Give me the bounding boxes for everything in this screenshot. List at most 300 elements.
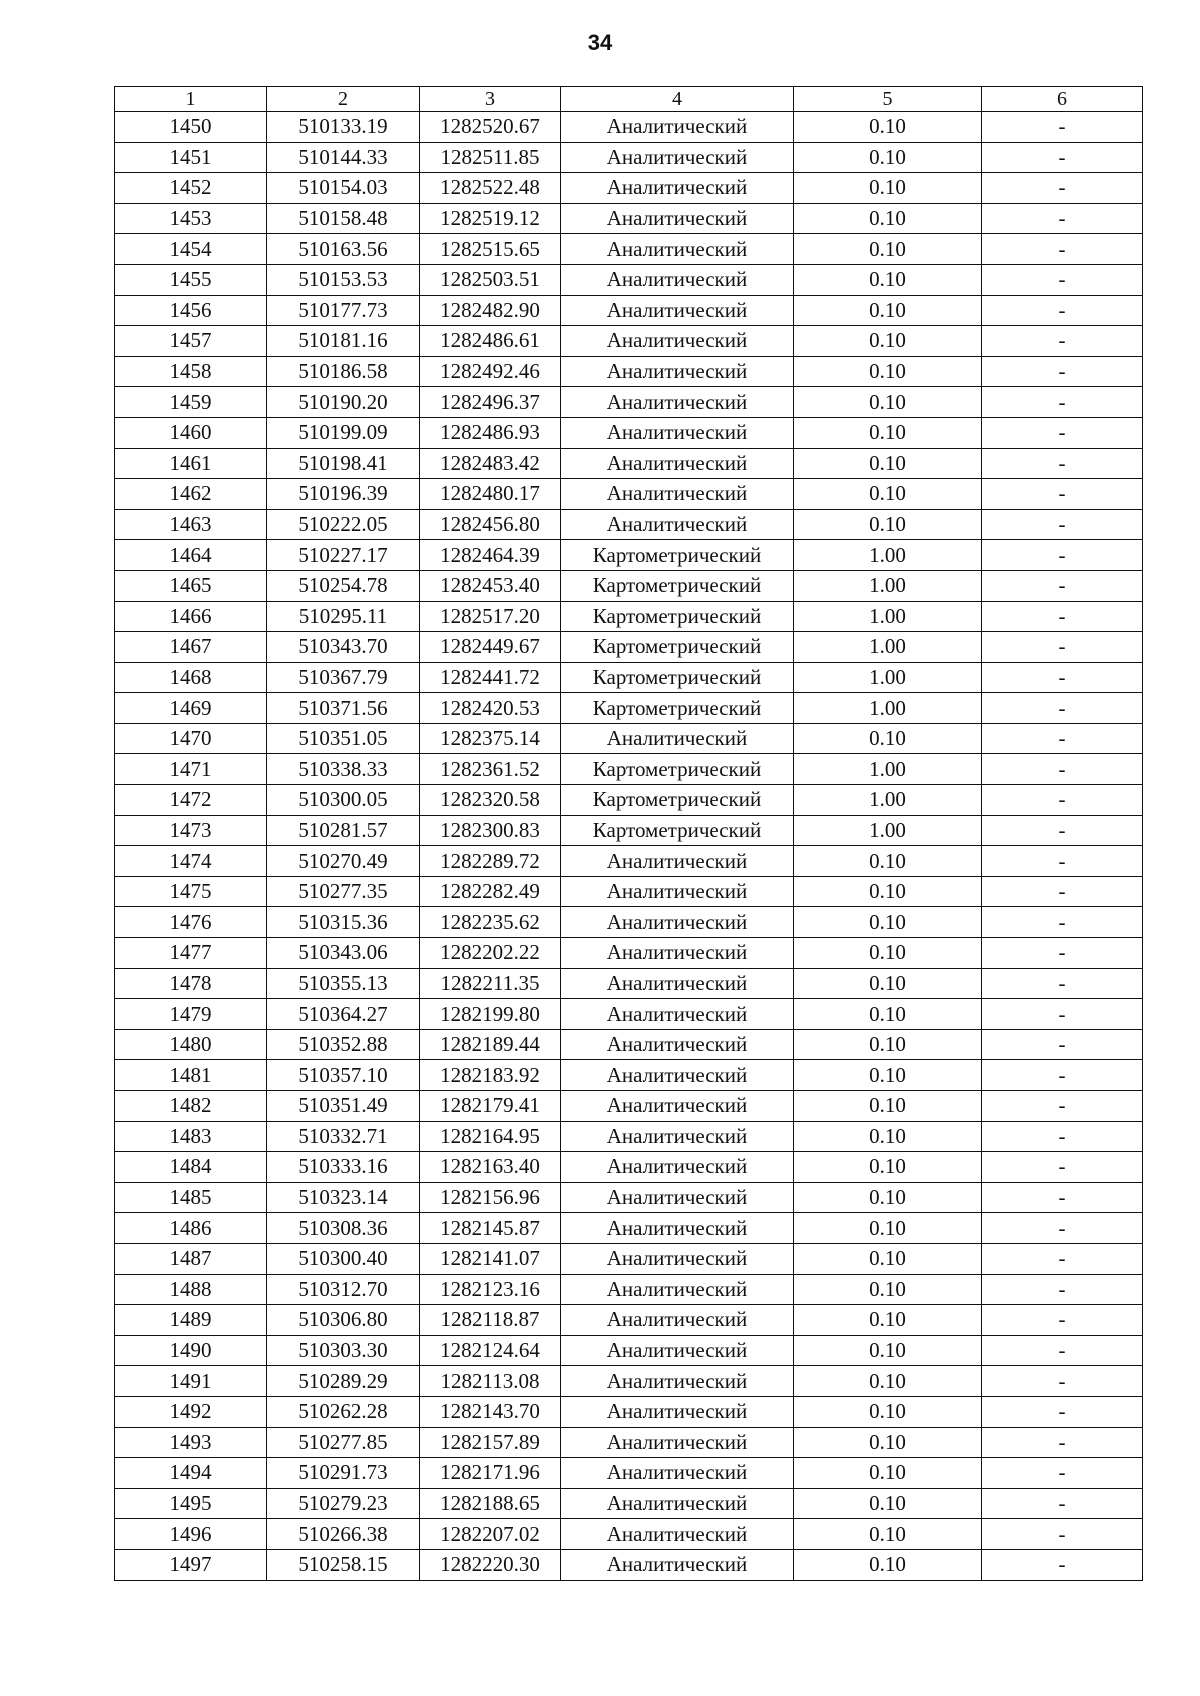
note-cell: - [982,448,1143,479]
y-coordinate-cell: 1282141.07 [420,1243,561,1274]
method-cell: Аналитический [561,234,794,265]
method-cell: Аналитический [561,387,794,418]
y-coordinate-cell: 1282503.51 [420,264,561,295]
x-coordinate-cell: 510357.10 [267,1060,420,1091]
point-number-cell: 1473 [115,815,267,846]
accuracy-cell: 0.10 [794,938,982,969]
y-coordinate-cell: 1282289.72 [420,846,561,877]
table-row [115,723,1143,754]
table-row [115,1213,1143,1244]
x-coordinate-cell: 510338.33 [267,754,420,785]
table-row [115,1335,1143,1366]
accuracy-cell: 0.10 [794,203,982,234]
x-coordinate-cell: 510332.71 [267,1121,420,1152]
y-coordinate-cell: 1282320.58 [420,785,561,816]
x-coordinate-cell: 510308.36 [267,1213,420,1244]
note-cell: - [982,876,1143,907]
x-coordinate-cell: 510222.05 [267,509,420,540]
table-row [115,1305,1143,1336]
method-cell: Аналитический [561,723,794,754]
point-number-cell: 1468 [115,662,267,693]
note-cell: - [982,815,1143,846]
y-coordinate-cell: 1282464.39 [420,540,561,571]
table-row [115,1029,1143,1060]
table-row [115,173,1143,204]
table-row [115,540,1143,571]
y-coordinate-cell: 1282453.40 [420,570,561,601]
accuracy-cell: 0.10 [794,387,982,418]
accuracy-cell: 0.10 [794,1060,982,1091]
table-row [115,1488,1143,1519]
x-coordinate-cell: 510154.03 [267,173,420,204]
note-cell: - [982,203,1143,234]
method-cell: Картометрический [561,693,794,724]
point-number-cell: 1494 [115,1458,267,1489]
point-number-cell: 1469 [115,693,267,724]
method-cell: Аналитический [561,876,794,907]
accuracy-cell: 0.10 [794,1274,982,1305]
y-coordinate-cell: 1282496.37 [420,387,561,418]
y-coordinate-cell: 1282483.42 [420,448,561,479]
accuracy-cell: 0.10 [794,448,982,479]
note-cell: - [982,968,1143,999]
note-cell: - [982,1305,1143,1336]
table-row [115,601,1143,632]
x-coordinate-cell: 510300.05 [267,785,420,816]
method-cell: Аналитический [561,999,794,1030]
method-cell: Картометрический [561,601,794,632]
point-number-cell: 1466 [115,601,267,632]
x-coordinate-cell: 510270.49 [267,846,420,877]
method-cell: Аналитический [561,1335,794,1366]
x-coordinate-cell: 510181.16 [267,326,420,357]
method-cell: Аналитический [561,1519,794,1550]
table-row [115,448,1143,479]
point-number-cell: 1455 [115,264,267,295]
y-coordinate-cell: 1282519.12 [420,203,561,234]
table-row [115,356,1143,387]
table-row [115,693,1143,724]
accuracy-cell: 0.10 [794,1091,982,1122]
point-number-cell: 1483 [115,1121,267,1152]
note-cell: - [982,1243,1143,1274]
table-row [115,1458,1143,1489]
x-coordinate-cell: 510315.36 [267,907,420,938]
note-cell: - [982,1091,1143,1122]
y-coordinate-cell: 1282157.89 [420,1427,561,1458]
note-cell: - [982,264,1143,295]
method-cell: Картометрический [561,662,794,693]
y-coordinate-cell: 1282211.35 [420,968,561,999]
point-number-cell: 1492 [115,1396,267,1427]
table-row [115,754,1143,785]
y-coordinate-cell: 1282207.02 [420,1519,561,1550]
x-coordinate-cell: 510367.79 [267,662,420,693]
point-number-cell: 1489 [115,1305,267,1336]
method-cell: Аналитический [561,1305,794,1336]
note-cell: - [982,1427,1143,1458]
accuracy-cell: 0.10 [794,723,982,754]
table-row [115,234,1143,265]
y-coordinate-cell: 1282375.14 [420,723,561,754]
y-coordinate-cell: 1282124.64 [420,1335,561,1366]
table-row [115,1274,1143,1305]
table-row [115,1060,1143,1091]
accuracy-cell: 0.10 [794,876,982,907]
note-cell: - [982,1029,1143,1060]
x-coordinate-cell: 510323.14 [267,1182,420,1213]
method-cell: Аналитический [561,264,794,295]
column-header-1: 1 [115,87,267,112]
x-coordinate-cell: 510300.40 [267,1243,420,1274]
method-cell: Картометрический [561,754,794,785]
accuracy-cell: 0.10 [794,1366,982,1397]
method-cell: Аналитический [561,203,794,234]
point-number-cell: 1450 [115,112,267,143]
note-cell: - [982,570,1143,601]
accuracy-cell: 1.00 [794,662,982,693]
table-body [115,112,1143,1581]
method-cell: Аналитический [561,326,794,357]
point-number-cell: 1493 [115,1427,267,1458]
y-coordinate-cell: 1282123.16 [420,1274,561,1305]
point-number-cell: 1471 [115,754,267,785]
table-row [115,1396,1143,1427]
accuracy-cell: 0.10 [794,1335,982,1366]
method-cell: Аналитический [561,1427,794,1458]
point-number-cell: 1465 [115,570,267,601]
point-number-cell: 1476 [115,907,267,938]
x-coordinate-cell: 510190.20 [267,387,420,418]
point-number-cell: 1484 [115,1152,267,1183]
y-coordinate-cell: 1282220.30 [420,1549,561,1580]
table-row [115,203,1143,234]
point-number-cell: 1486 [115,1213,267,1244]
point-number-cell: 1452 [115,173,267,204]
method-cell: Аналитический [561,1213,794,1244]
y-coordinate-cell: 1282188.65 [420,1488,561,1519]
method-cell: Аналитический [561,1091,794,1122]
point-number-cell: 1454 [115,234,267,265]
note-cell: - [982,234,1143,265]
method-cell: Аналитический [561,938,794,969]
y-coordinate-cell: 1282482.90 [420,295,561,326]
table-row [115,1519,1143,1550]
table-row [115,632,1143,663]
method-cell: Аналитический [561,1121,794,1152]
y-coordinate-cell: 1282145.87 [420,1213,561,1244]
method-cell: Аналитический [561,295,794,326]
method-cell: Аналитический [561,1029,794,1060]
table-row [115,295,1143,326]
note-cell: - [982,1519,1143,1550]
y-coordinate-cell: 1282441.72 [420,662,561,693]
x-coordinate-cell: 510262.28 [267,1396,420,1427]
note-cell: - [982,632,1143,663]
table-row [115,938,1143,969]
point-number-cell: 1495 [115,1488,267,1519]
accuracy-cell: 0.10 [794,1549,982,1580]
point-number-cell: 1453 [115,203,267,234]
accuracy-cell: 0.10 [794,417,982,448]
method-cell: Аналитический [561,1549,794,1580]
point-number-cell: 1462 [115,479,267,510]
accuracy-cell: 0.10 [794,846,982,877]
point-number-cell: 1480 [115,1029,267,1060]
accuracy-cell: 0.10 [794,1488,982,1519]
x-coordinate-cell: 510153.53 [267,264,420,295]
y-coordinate-cell: 1282486.93 [420,417,561,448]
method-cell: Аналитический [561,1366,794,1397]
note-cell: - [982,142,1143,173]
table-row [115,876,1143,907]
y-coordinate-cell: 1282456.80 [420,509,561,540]
y-coordinate-cell: 1282118.87 [420,1305,561,1336]
table-row [115,1549,1143,1580]
method-cell: Аналитический [561,1152,794,1183]
table-row [115,815,1143,846]
note-cell: - [982,1335,1143,1366]
table-row [115,1427,1143,1458]
note-cell: - [982,326,1143,357]
point-number-cell: 1485 [115,1182,267,1213]
accuracy-cell: 0.10 [794,1182,982,1213]
accuracy-cell: 0.10 [794,142,982,173]
x-coordinate-cell: 510177.73 [267,295,420,326]
y-coordinate-cell: 1282486.61 [420,326,561,357]
note-cell: - [982,846,1143,877]
note-cell: - [982,173,1143,204]
point-number-cell: 1477 [115,938,267,969]
y-coordinate-cell: 1282300.83 [420,815,561,846]
y-coordinate-cell: 1282492.46 [420,356,561,387]
note-cell: - [982,723,1143,754]
y-coordinate-cell: 1282199.80 [420,999,561,1030]
accuracy-cell: 0.10 [794,112,982,143]
x-coordinate-cell: 510186.58 [267,356,420,387]
y-coordinate-cell: 1282179.41 [420,1091,561,1122]
table-row [115,1091,1143,1122]
x-coordinate-cell: 510343.70 [267,632,420,663]
header-row [115,87,1143,112]
y-coordinate-cell: 1282164.95 [420,1121,561,1152]
note-cell: - [982,785,1143,816]
note-cell: - [982,693,1143,724]
table-row [115,417,1143,448]
x-coordinate-cell: 510289.29 [267,1366,420,1397]
table-row [115,662,1143,693]
y-coordinate-cell: 1282520.67 [420,112,561,143]
note-cell: - [982,1458,1143,1489]
column-header-6: 6 [982,87,1143,112]
column-header-5: 5 [794,87,982,112]
method-cell: Картометрический [561,632,794,663]
accuracy-cell: 0.10 [794,295,982,326]
accuracy-cell: 0.10 [794,1396,982,1427]
accuracy-cell: 1.00 [794,601,982,632]
note-cell: - [982,662,1143,693]
y-coordinate-cell: 1282202.22 [420,938,561,969]
table-row [115,326,1143,357]
x-coordinate-cell: 510306.80 [267,1305,420,1336]
x-coordinate-cell: 510144.33 [267,142,420,173]
point-number-cell: 1451 [115,142,267,173]
x-coordinate-cell: 510277.35 [267,876,420,907]
accuracy-cell: 0.10 [794,1427,982,1458]
method-cell: Аналитический [561,509,794,540]
accuracy-cell: 1.00 [794,815,982,846]
note-cell: - [982,540,1143,571]
table-row [115,1121,1143,1152]
x-coordinate-cell: 510198.41 [267,448,420,479]
point-number-cell: 1490 [115,1335,267,1366]
point-number-cell: 1478 [115,968,267,999]
point-number-cell: 1456 [115,295,267,326]
point-number-cell: 1479 [115,999,267,1030]
note-cell: - [982,1182,1143,1213]
accuracy-cell: 1.00 [794,540,982,571]
x-coordinate-cell: 510333.16 [267,1152,420,1183]
method-cell: Картометрический [561,815,794,846]
accuracy-cell: 0.10 [794,264,982,295]
accuracy-cell: 0.10 [794,1243,982,1274]
point-number-cell: 1467 [115,632,267,663]
x-coordinate-cell: 510163.56 [267,234,420,265]
method-cell: Аналитический [561,1060,794,1091]
point-number-cell: 1461 [115,448,267,479]
y-coordinate-cell: 1282189.44 [420,1029,561,1060]
y-coordinate-cell: 1282522.48 [420,173,561,204]
method-cell: Аналитический [561,1243,794,1274]
accuracy-cell: 0.10 [794,1458,982,1489]
x-coordinate-cell: 510364.27 [267,999,420,1030]
note-cell: - [982,356,1143,387]
point-number-cell: 1470 [115,723,267,754]
table-row [115,846,1143,877]
point-number-cell: 1487 [115,1243,267,1274]
table-row [115,509,1143,540]
note-cell: - [982,1549,1143,1580]
accuracy-cell: 0.10 [794,1519,982,1550]
method-cell: Картометрический [561,785,794,816]
method-cell: Аналитический [561,356,794,387]
accuracy-cell: 1.00 [794,693,982,724]
x-coordinate-cell: 510254.78 [267,570,420,601]
method-cell: Аналитический [561,1458,794,1489]
method-cell: Аналитический [561,479,794,510]
x-coordinate-cell: 510343.06 [267,938,420,969]
table-row [115,785,1143,816]
accuracy-cell: 0.10 [794,1121,982,1152]
accuracy-cell: 0.10 [794,1305,982,1336]
point-number-cell: 1497 [115,1549,267,1580]
note-cell: - [982,417,1143,448]
point-number-cell: 1482 [115,1091,267,1122]
column-header-3: 3 [420,87,561,112]
table-row [115,570,1143,601]
table-row [115,968,1143,999]
accuracy-cell: 0.10 [794,509,982,540]
coordinates-table [114,86,1143,1581]
note-cell: - [982,1488,1143,1519]
method-cell: Аналитический [561,142,794,173]
accuracy-cell: 1.00 [794,785,982,816]
method-cell: Аналитический [561,417,794,448]
table-header [115,87,1143,112]
note-cell: - [982,479,1143,510]
note-cell: - [982,1274,1143,1305]
note-cell: - [982,1121,1143,1152]
point-number-cell: 1457 [115,326,267,357]
method-cell: Аналитический [561,846,794,877]
point-number-cell: 1496 [115,1519,267,1550]
x-coordinate-cell: 510352.88 [267,1029,420,1060]
x-coordinate-cell: 510351.49 [267,1091,420,1122]
y-coordinate-cell: 1282361.52 [420,754,561,785]
method-cell: Аналитический [561,448,794,479]
x-coordinate-cell: 510295.11 [267,601,420,632]
point-number-cell: 1463 [115,509,267,540]
table-row [115,112,1143,143]
note-cell: - [982,1213,1143,1244]
point-number-cell: 1472 [115,785,267,816]
accuracy-cell: 1.00 [794,632,982,663]
accuracy-cell: 0.10 [794,173,982,204]
accuracy-cell: 0.10 [794,999,982,1030]
table-row [115,1182,1143,1213]
table-row [115,264,1143,295]
note-cell: - [982,1396,1143,1427]
point-number-cell: 1459 [115,387,267,418]
x-coordinate-cell: 510371.56 [267,693,420,724]
note-cell: - [982,112,1143,143]
point-number-cell: 1458 [115,356,267,387]
point-number-cell: 1491 [115,1366,267,1397]
y-coordinate-cell: 1282449.67 [420,632,561,663]
column-header-2: 2 [267,87,420,112]
method-cell: Аналитический [561,112,794,143]
note-cell: - [982,295,1143,326]
x-coordinate-cell: 510351.05 [267,723,420,754]
accuracy-cell: 0.10 [794,356,982,387]
note-cell: - [982,1060,1143,1091]
y-coordinate-cell: 1282156.96 [420,1182,561,1213]
table-row [115,142,1143,173]
point-number-cell: 1481 [115,1060,267,1091]
y-coordinate-cell: 1282113.08 [420,1366,561,1397]
note-cell: - [982,1366,1143,1397]
x-coordinate-cell: 510199.09 [267,417,420,448]
x-coordinate-cell: 510158.48 [267,203,420,234]
y-coordinate-cell: 1282183.92 [420,1060,561,1091]
x-coordinate-cell: 510133.19 [267,112,420,143]
y-coordinate-cell: 1282163.40 [420,1152,561,1183]
point-number-cell: 1464 [115,540,267,571]
y-coordinate-cell: 1282143.70 [420,1396,561,1427]
method-cell: Аналитический [561,173,794,204]
accuracy-cell: 0.10 [794,479,982,510]
table-row [115,1243,1143,1274]
column-header-4: 4 [561,87,794,112]
method-cell: Аналитический [561,907,794,938]
note-cell: - [982,754,1143,785]
method-cell: Аналитический [561,968,794,999]
note-cell: - [982,1152,1143,1183]
accuracy-cell: 0.10 [794,907,982,938]
x-coordinate-cell: 510258.15 [267,1549,420,1580]
accuracy-cell: 1.00 [794,570,982,601]
table-row [115,1152,1143,1183]
